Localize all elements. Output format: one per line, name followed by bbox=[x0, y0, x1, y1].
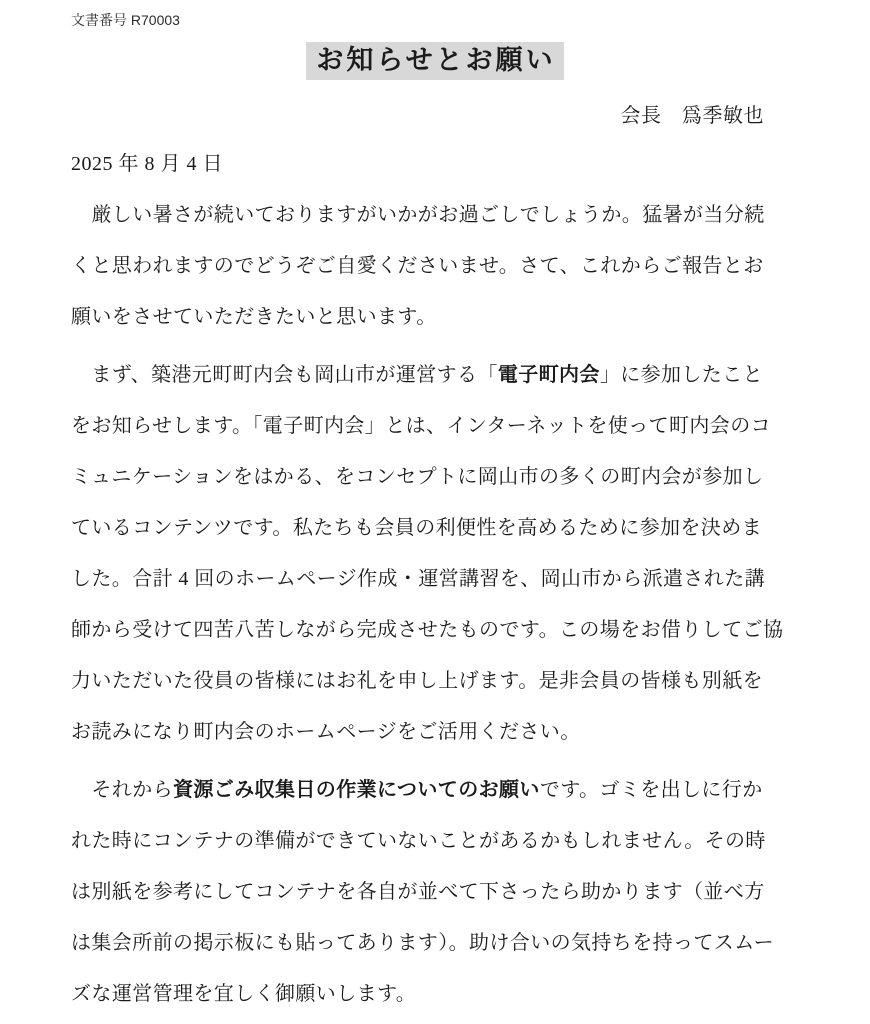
document-body bbox=[71, 190, 784, 1020]
text-segment: れた時にコンテナの準備ができていないことがあるかもしれません。その時 bbox=[71, 830, 766, 853]
text-segment: は集会所前の掲示板にも貼ってあります）。助け合いの気持ちを持ってスムー bbox=[71, 932, 774, 955]
text-segment: は別紙を参考にしてコンテナを各自が並べて下さったら助かります（並べ方 bbox=[71, 881, 765, 904]
text-segment: をお知らせします。「電子町内会」とは、インターネットを使って町内会のコ bbox=[71, 415, 771, 438]
text-line bbox=[71, 918, 774, 969]
paragraph bbox=[71, 765, 774, 1020]
title-row bbox=[0, 42, 870, 80]
date-line: 2025 年 8 月 4 日 bbox=[71, 153, 223, 176]
text-segment: 師から受けて四苦八苦しながら完成させたものです。この場をお借りしてご協 bbox=[71, 619, 784, 642]
text-line bbox=[71, 867, 764, 918]
text-line bbox=[71, 401, 771, 452]
text-line bbox=[71, 707, 764, 758]
document-content bbox=[71, 104, 784, 1020]
paragraph bbox=[71, 350, 784, 758]
text-line bbox=[71, 554, 764, 605]
text-segment: 厳しい暑さが続いておりますがいかがお過ごしでしょうか。猛暑が当分続 bbox=[71, 204, 765, 227]
text-segment: ているコンテンツです。私たちも会員の利便性を高めるために参加を決めま bbox=[71, 517, 762, 540]
text-segment: 願いをさせていただきたいと思います。 bbox=[71, 306, 437, 329]
text-segment: お読みになり町内会のホームページをご活用ください。 bbox=[71, 721, 581, 744]
text-segment: 力いただいた役員の皆様にはお礼を申し上げます。是非会員の皆様も別紙を bbox=[71, 670, 763, 693]
text-line bbox=[71, 969, 764, 1020]
text-line bbox=[71, 241, 764, 292]
author-line: 会長 爲季敏也 bbox=[620, 105, 764, 128]
text-segment: くと思われますのでどうぞご自愛くださいませ。さて、これからご報告とお bbox=[71, 255, 764, 278]
document-title: お知らせとお願い bbox=[306, 42, 563, 80]
text-segment: 」に参加したこと bbox=[599, 364, 764, 387]
paragraph bbox=[71, 190, 764, 343]
bold-text-segment: 電子町内会 bbox=[497, 364, 600, 387]
text-segment: です。ゴミを出しに行か bbox=[539, 779, 763, 802]
text-line bbox=[71, 350, 764, 401]
text-segment: した。合計 4 回のホームページ作成・運営講習を、岡山市から派遣された講 bbox=[71, 568, 765, 591]
text-line bbox=[71, 816, 764, 867]
text-line bbox=[71, 452, 764, 503]
text-line bbox=[71, 656, 764, 707]
text-segment: それから bbox=[71, 779, 173, 802]
text-segment: ズな運営管理を宜しく御願いします。 bbox=[71, 983, 417, 1006]
text-line bbox=[71, 190, 764, 241]
bold-text-segment: 資源ごみ収集日の作業についてのお願い bbox=[173, 779, 540, 802]
text-line bbox=[71, 503, 764, 554]
text-segment: まず、築港元町町内会も岡山市が運営する「 bbox=[71, 364, 498, 387]
text-segment: ミュニケーションをはかる、をコンセプトに岡山市の多くの町内会が参加し bbox=[71, 466, 764, 489]
text-line bbox=[71, 765, 764, 816]
text-line bbox=[71, 605, 784, 656]
text-line bbox=[71, 292, 764, 343]
document-number: 文書番号 R70003 bbox=[71, 12, 180, 28]
